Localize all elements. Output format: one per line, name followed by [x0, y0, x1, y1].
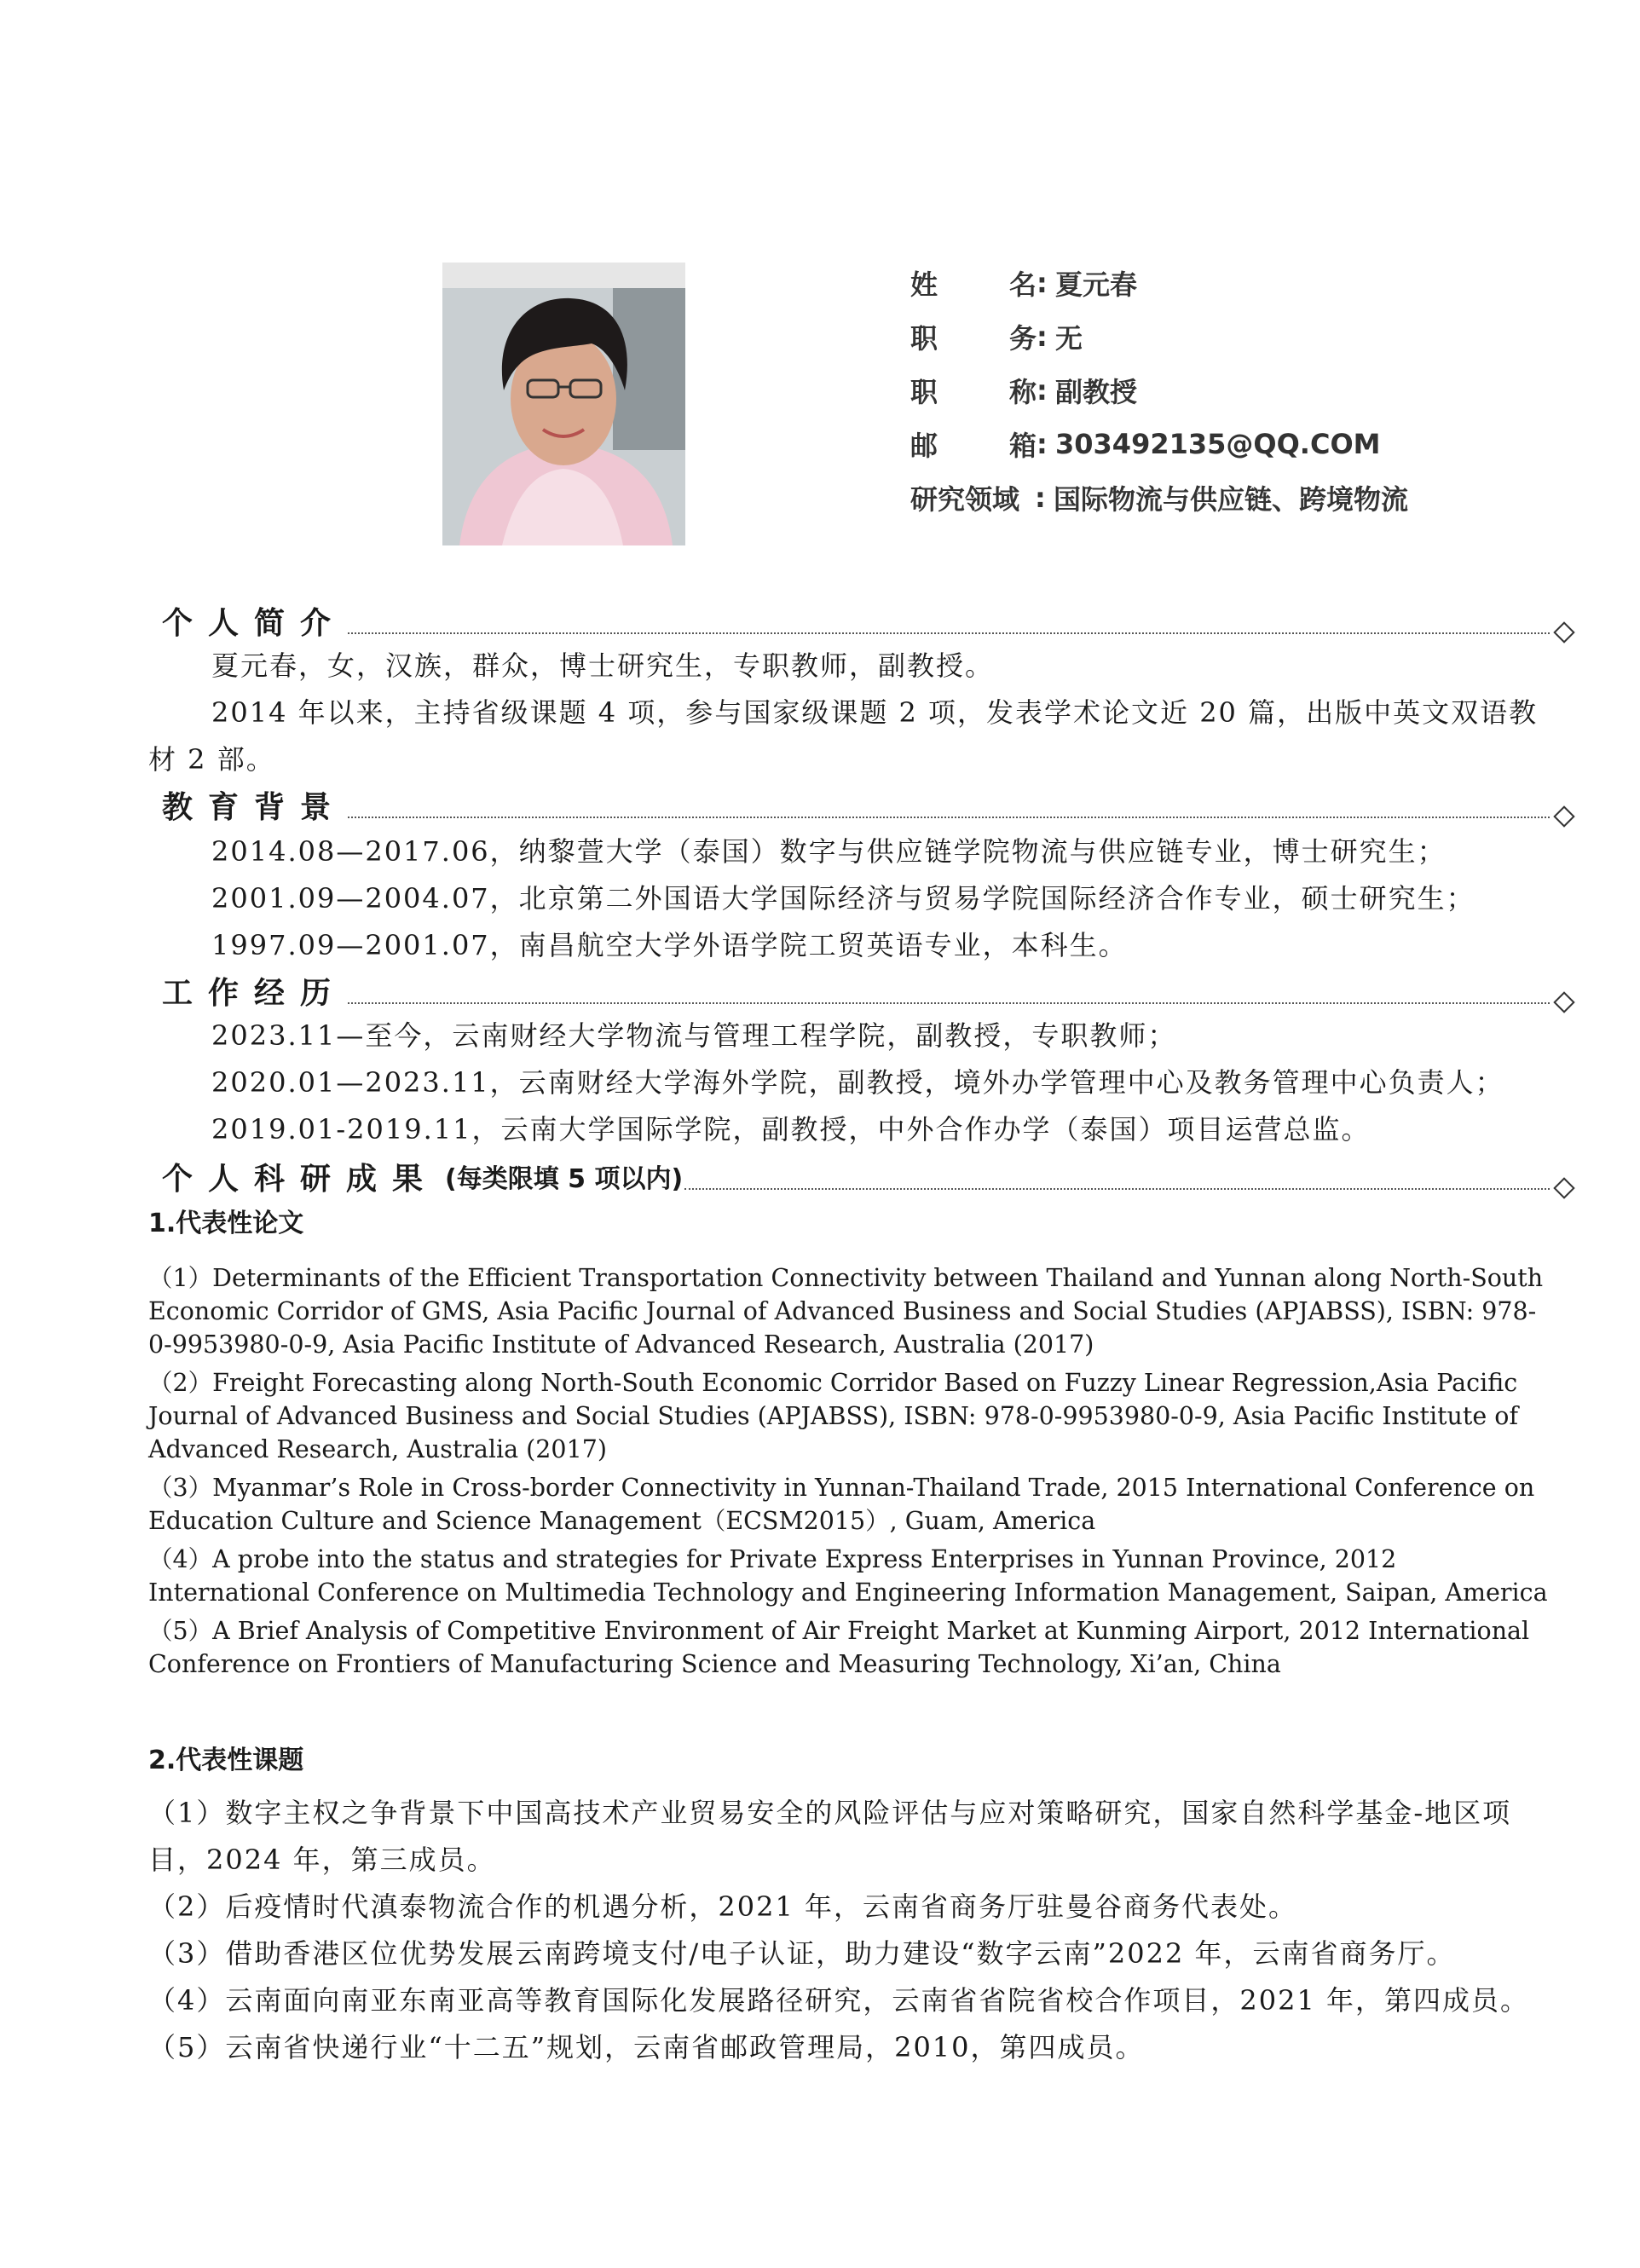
name-label: 姓名	[910, 268, 1037, 301]
position-label: 职务	[910, 321, 1037, 355]
dotted-rule	[348, 632, 1550, 634]
project-item: （2）后疫情时代滇泰物流合作的机遇分析，2021 年，云南省商务厅驻曼谷商务代表处。	[148, 1890, 1297, 1923]
section-title: 教育背景	[162, 790, 347, 825]
papers-heading: 1.代表性论文	[148, 1209, 304, 1238]
section-note: (每类限填 5 项以内)	[445, 1164, 684, 1194]
colon: :	[1037, 266, 1048, 299]
paper-item: （3）Myanmar’s Role in Cross-border Connectivity in Yunnan-Thailand Trade, 2015 International Conference on Education Culture and Science Management（ECSM2015）, Guam, America	[148, 1474, 1535, 1535]
position-value: 无	[1055, 321, 1083, 355]
colon: :	[1035, 481, 1046, 514]
project-item: （4）云南面向南亚东南亚高等教育国际化发展路径研究，云南省省院省校合作项目，2021 年，第四成员。	[148, 1984, 1529, 2017]
dotted-rule	[684, 1188, 1550, 1190]
email-label: 邮箱	[910, 429, 1037, 462]
dotted-rule	[348, 1002, 1550, 1004]
intro-line: 夏元春，女，汉族，群众，博士研究生，专职教师，副教授。	[211, 649, 995, 682]
paper-item: （4）A probe into the status and strategies for Private Express Enterprises in Yunnan Province, 2012 International Conference on Multimedia Technology and Engineering Information Management, Saipan, America	[148, 1545, 1548, 1607]
research-row	[910, 470, 1592, 524]
title-value: 副教授	[1055, 375, 1138, 408]
colon: :	[1037, 427, 1048, 460]
diamond-icon	[1553, 991, 1574, 1013]
work-line: 2019.01-2019.11，云南大学国际学院，副教授，中外合作办学（泰国）项目运营总监。	[211, 1113, 1371, 1146]
projects-heading: 2.代表性课题	[148, 1746, 304, 1775]
research-label: 研究领域	[910, 482, 1020, 516]
work-text	[148, 1013, 1563, 1153]
paper-item: （2）Freight Forecasting along North-South Economic Corridor Based on Fuzzy Linear Regression,Asia Pacific Journal of Advanced Business and Social Studies (APJABSS), ISBN: 978-0-9953980-0-9, Asia Pacific Institute of Advanced Research, Australia (2017)	[148, 1369, 1518, 1463]
dotted-rule	[348, 817, 1550, 818]
diamond-icon	[1553, 621, 1574, 643]
paper-item: （5）A Brief Analysis of Competitive Environment of Air Freight Market at Kunming Airport, 2012 International Conference on Frontiers of Manufacturing Science and Measuring Technology, Xi’an, China	[148, 1617, 1530, 1678]
education-line: 1997.09—2001.07，南昌航空大学外语学院工贸英语专业，本科生。	[211, 929, 1128, 961]
education-line: 2001.09—2004.07，北京第二外国语大学国际经济与贸易学院国际经济合作专业，硕士研究生；	[211, 882, 1475, 915]
paper-item: （1）Determinants of the Efficient Transportation Connectivity between Thailand and Yunnan along North-South Economic Corridor of GMS, Asia Pacific Journal of Advanced Business and Social Studies (APJABSS), ISBN: 978-0-9953980-0-9, Asia Pacific Institute of Advanced Research, Australia (2017)	[148, 1264, 1544, 1359]
name-value: 夏元春	[1055, 268, 1138, 301]
section-header-education	[162, 786, 1577, 827]
email-row	[910, 417, 1592, 470]
projects-list	[148, 1790, 1563, 2071]
section-header-research	[162, 1157, 1577, 1198]
title-label: 职称	[910, 375, 1037, 408]
education-text	[148, 828, 1563, 969]
profile-photo-image	[442, 263, 685, 545]
colon: :	[1037, 373, 1048, 407]
email-value: 303492135@QQ.COM	[1055, 427, 1381, 460]
papers-list	[148, 1261, 1555, 1686]
profile-info	[910, 256, 1592, 524]
section-title: 个人科研成果	[162, 1162, 439, 1197]
section-title: 个人简介	[162, 606, 347, 641]
diamond-icon	[1553, 1177, 1574, 1198]
work-line: 2023.11—至今，云南财经大学物流与管理工程学院，副教授，专职教师；	[211, 1019, 1177, 1052]
name-row	[910, 256, 1592, 309]
diamond-icon	[1553, 805, 1574, 827]
project-item: （3）借助香港区位优势发展云南跨境支付/电子认证，助力建设“数字云南”2022 年，云南省商务厅。	[148, 1937, 1456, 1970]
intro-line: 2014 年以来，主持省级课题 4 项，参与国家级课题 2 项，发表学术论文近 20 篇，出版中英文双语教材 2 部。	[148, 696, 1539, 776]
profile-photo	[442, 263, 685, 545]
section-title: 工作经历	[162, 976, 347, 1011]
position-row	[910, 309, 1592, 363]
project-item: （1）数字主权之争背景下中国高技术产业贸易安全的风险评估与应对策略研究，国家自然科学基金-地区项目，2024 年，第三成员。	[148, 1797, 1512, 1876]
education-line: 2014.08—2017.06，纳黎萱大学（泰国）数字与供应链学院物流与供应链专业，博士研究生；	[211, 835, 1447, 868]
research-value: 国际物流与供应链、跨境物流	[1054, 482, 1409, 516]
intro-text	[148, 643, 1563, 783]
colon: :	[1037, 320, 1048, 353]
work-line: 2020.01—2023.11，云南财经大学海外学院，副教授，境外办学管理中心及教务管理中心负责人；	[211, 1066, 1504, 1099]
section-header-work	[162, 972, 1577, 1013]
title-row	[910, 363, 1592, 417]
project-item: （5）云南省快递行业“十二五”规划，云南省邮政管理局，2010，第四成员。	[148, 2031, 1145, 2063]
section-header-intro	[162, 602, 1577, 643]
